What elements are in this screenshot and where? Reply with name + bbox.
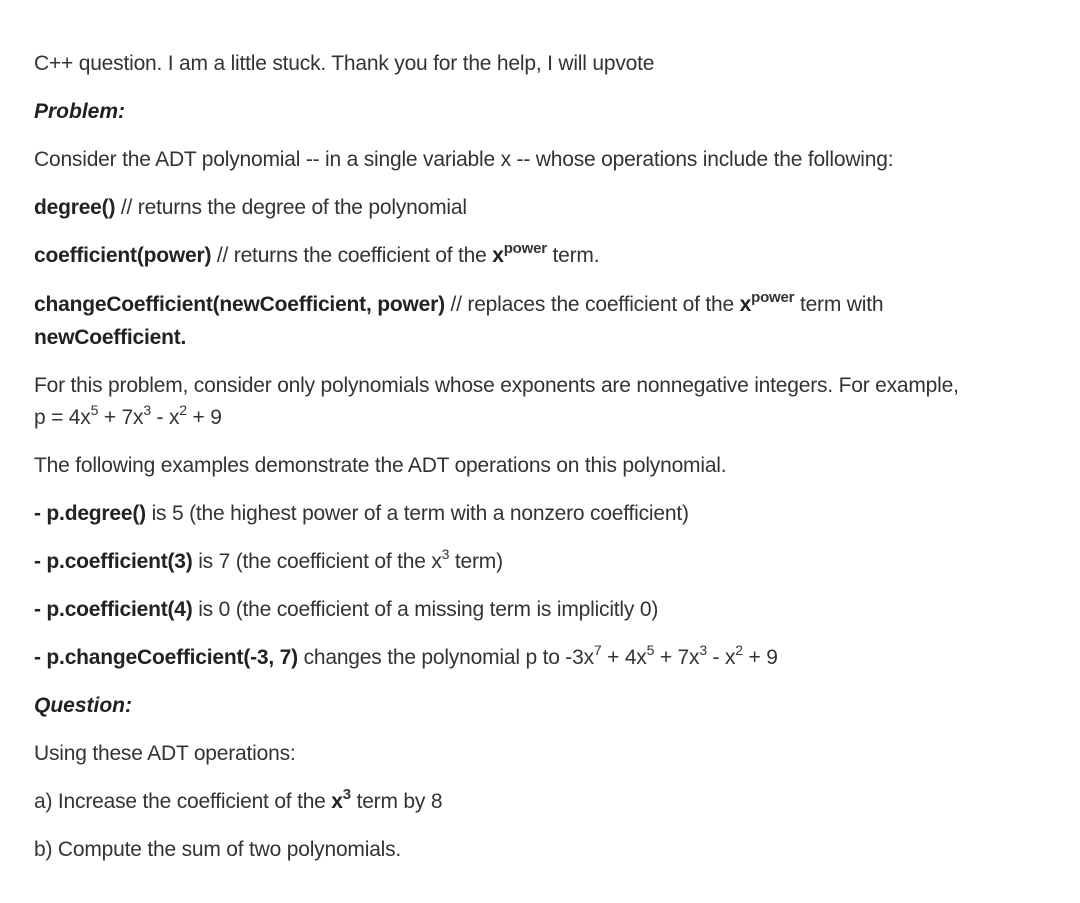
example-change-e1: 7 xyxy=(593,642,602,658)
op-coefficient-x: x xyxy=(492,244,504,267)
question-a-post: term by 8 xyxy=(350,790,443,813)
op-change-name: changeCoefficient(newCoefficient, power) xyxy=(34,293,445,316)
poly-a: p = 4x xyxy=(34,406,91,429)
consider-text: Consider the ADT polynomial -- in a single variable x -- whose operations include the following: xyxy=(34,148,894,171)
example-degree-call: - p.degree() xyxy=(34,502,146,525)
question-a-x: x xyxy=(331,790,343,813)
example-degree-text: is 5 (the highest power of a term with a nonzero coefficient) xyxy=(145,502,689,525)
example-change-call: - p.changeCoefficient(-3, 7) xyxy=(34,646,298,669)
example-change-end: + 9 xyxy=(742,646,778,669)
question-heading-label: Question: xyxy=(34,694,132,717)
op-change-tail: newCoefficient. xyxy=(34,326,187,349)
for-this-text: For this problem, consider only polynomials whose exponents are nonnegative integers. For example, xyxy=(34,374,959,397)
question-a-exp: 3 xyxy=(342,786,351,803)
example-degree xyxy=(34,498,1054,530)
example-coef3-call: - p.coefficient(3) xyxy=(34,550,193,573)
example-coefficient-3 xyxy=(34,546,1054,578)
op-change-comment-end: term with xyxy=(794,293,884,316)
op-coefficient-name: coefficient(power) xyxy=(34,244,212,267)
poly-b: + 7x xyxy=(98,406,144,429)
poly-d: + 9 xyxy=(186,406,222,429)
example-coef4-call: - p.coefficient(4) xyxy=(34,598,193,621)
using-text: Using these ADT operations: xyxy=(34,742,296,765)
question-a xyxy=(34,786,1054,818)
poly-a-exp: 5 xyxy=(90,402,99,418)
problem-heading-label: Problem: xyxy=(34,100,126,123)
intro-text: C++ question. I am a little stuck. Thank you for the help, I will upvote xyxy=(34,52,655,75)
op-change-comment: // replaces the coefficient of the xyxy=(444,293,740,316)
example-change-m2: + 7x xyxy=(654,646,700,669)
op-degree-name: degree() xyxy=(34,196,116,219)
for-this-problem xyxy=(34,370,1054,434)
example-coef3-post: term) xyxy=(449,550,503,573)
op-degree-comment: // returns the degree of the polynomial xyxy=(115,196,467,219)
op-change-x: x xyxy=(739,293,752,316)
example-change-e3: 3 xyxy=(699,642,707,658)
example-change-m1: + 4x xyxy=(601,646,647,669)
example-coef3-pre: is 7 (the coefficient of the x xyxy=(192,550,442,573)
example-change-m3: - x xyxy=(706,646,736,669)
following-examples: The following examples demonstrate the ADT operations on this polynomial. xyxy=(34,454,727,477)
poly-c-exp: 2 xyxy=(179,402,187,418)
example-change-e4: 2 xyxy=(735,642,743,658)
poly-c: - x xyxy=(150,406,180,429)
op-coefficient-power: power xyxy=(503,240,547,257)
question-a-pre: a) Increase the coefficient of the xyxy=(34,790,332,813)
example-change-e2: 5 xyxy=(646,642,655,658)
op-coefficient xyxy=(34,240,1054,272)
op-coefficient-comment: // returns the coefficient of the xyxy=(211,244,493,267)
example-coef4-text: is 0 (the coefficient of a missing term is implicitly 0) xyxy=(192,598,659,621)
question-heading xyxy=(34,690,1054,722)
op-change-coefficient xyxy=(34,288,1054,354)
question-document xyxy=(34,48,1054,882)
op-change-power: power xyxy=(751,289,795,306)
example-change-coefficient xyxy=(34,642,1054,674)
poly-b-exp: 3 xyxy=(143,402,151,418)
question-b: b) Compute the sum of two polynomials. xyxy=(34,838,402,861)
example-change-pre: changes the polynomial p to -3x xyxy=(297,646,594,669)
problem-heading xyxy=(34,96,1054,128)
op-degree xyxy=(34,192,1054,224)
example-coef3-exp: 3 xyxy=(441,546,450,562)
op-coefficient-comment-end: term. xyxy=(546,244,600,267)
example-coefficient-4 xyxy=(34,594,1054,626)
